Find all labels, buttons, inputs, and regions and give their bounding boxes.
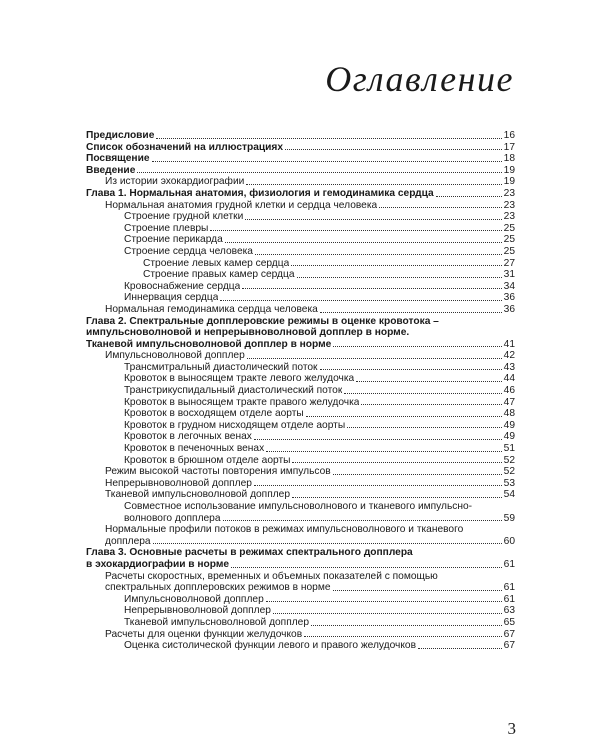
toc-entry xyxy=(86,142,515,154)
toc-entry-page: 67 xyxy=(503,628,515,640)
toc-entry-title: Импульсноволновой допплер xyxy=(124,593,264,605)
toc-entry-page: 61 xyxy=(503,582,515,594)
toc-entry-page: 48 xyxy=(503,408,515,420)
toc-entry xyxy=(86,176,515,188)
toc-entry-page: 19 xyxy=(503,164,515,176)
dot-leader xyxy=(273,613,502,614)
toc-entry xyxy=(86,362,515,374)
toc-entry-title: волнового допплера xyxy=(124,512,221,524)
toc-line xyxy=(86,188,515,200)
dot-leader xyxy=(231,567,502,568)
toc-entry-title: Нормальная анатомия грудной клетки и сердца человека xyxy=(105,199,378,211)
toc-entry-title: Предисловие xyxy=(86,130,155,141)
toc-line xyxy=(86,524,515,536)
toc-entry-title: Кровоток в брюшном отделе аорты xyxy=(124,454,291,466)
toc-entry-title: Глава 1. Нормальная анатомия, физиология и гемодинамика сердца xyxy=(86,187,434,199)
toc-entry xyxy=(86,524,515,547)
toc-entry-page: 16 xyxy=(503,130,515,141)
dot-leader xyxy=(285,149,502,150)
toc-entry xyxy=(86,373,515,385)
toc-line xyxy=(86,640,515,652)
toc-line xyxy=(86,362,515,374)
toc-entry xyxy=(86,130,515,142)
dot-leader xyxy=(333,474,502,475)
dot-leader xyxy=(304,636,502,637)
toc-line xyxy=(86,339,515,351)
toc-entry-page: 54 xyxy=(503,489,515,501)
toc-entry-page: 46 xyxy=(503,385,515,397)
dot-leader xyxy=(137,172,501,173)
toc-entry-title: Расчеты для оценки функции желудочков xyxy=(105,628,303,640)
dot-leader xyxy=(436,196,502,197)
toc-entry-title: Совместное использование импульсноволнового и тканевого импульсно- xyxy=(124,501,473,512)
toc-entry xyxy=(86,350,515,362)
toc-entry-page: 34 xyxy=(503,280,515,292)
toc-entry-title: Кровоснабжение сердца xyxy=(124,280,241,292)
dot-leader xyxy=(242,288,501,289)
toc-entry xyxy=(86,443,515,455)
toc-entry-page: 47 xyxy=(503,396,515,408)
toc-entry-page: 59 xyxy=(503,512,515,524)
toc-line xyxy=(86,582,515,594)
toc-entry xyxy=(86,431,515,443)
dot-leader xyxy=(247,358,502,359)
toc-entry xyxy=(86,188,515,200)
toc-entry-page: 31 xyxy=(503,269,515,281)
toc-entry-page: 36 xyxy=(503,292,515,304)
toc-line xyxy=(86,605,515,617)
toc-entry-title: Импульсноволновой допплер xyxy=(105,350,245,362)
toc-entry-title: Режим высокой частоты повторения импульсов xyxy=(105,466,331,478)
toc-entry-page: 41 xyxy=(503,338,515,350)
toc-line xyxy=(86,408,515,420)
dot-leader xyxy=(344,393,501,394)
toc-line xyxy=(86,176,515,188)
toc-entry-page: 61 xyxy=(503,558,515,570)
toc-entry xyxy=(86,501,515,524)
toc-line xyxy=(86,501,515,513)
toc-line xyxy=(86,246,515,258)
toc-entry xyxy=(86,408,515,420)
toc-entry-title: Оценка систолической функции левого и правого желудочков xyxy=(124,640,417,652)
toc-entry-title: Кровоток в восходящем отделе аорты xyxy=(124,408,304,420)
toc-line xyxy=(86,513,515,525)
toc-entry xyxy=(86,605,515,617)
toc-entry xyxy=(86,397,515,409)
toc-entry-page: 23 xyxy=(503,199,515,211)
dot-leader xyxy=(266,451,501,452)
toc-entry xyxy=(86,211,515,223)
toc-entry xyxy=(86,316,515,351)
table-of-contents xyxy=(86,130,515,652)
toc-entry-title: Посвящение xyxy=(86,153,150,165)
toc-line xyxy=(86,373,515,385)
toc-entry xyxy=(86,571,515,594)
toc-entry-page: 23 xyxy=(503,187,515,199)
toc-line xyxy=(86,304,515,316)
dot-leader xyxy=(333,346,501,347)
toc-line xyxy=(86,234,515,246)
toc-line xyxy=(86,571,515,583)
page-number: 3 xyxy=(507,719,516,738)
toc-entry xyxy=(86,269,515,281)
toc-entry xyxy=(86,234,515,246)
toc-entry-page: 18 xyxy=(503,153,515,165)
dot-leader xyxy=(246,184,501,185)
toc-entry xyxy=(86,153,515,165)
toc-entry-page: 43 xyxy=(503,361,515,373)
dot-leader xyxy=(225,242,502,243)
toc-entry xyxy=(86,594,515,606)
toc-entry-title: спектральных допплеровских режимов в норме xyxy=(105,582,331,594)
toc-entry xyxy=(86,258,515,270)
toc-entry xyxy=(86,385,515,397)
toc-entry-page: 17 xyxy=(503,141,515,153)
toc-entry-page: 60 xyxy=(503,535,515,547)
toc-line xyxy=(86,559,515,571)
toc-entry-page: 65 xyxy=(503,616,515,628)
dot-leader xyxy=(361,404,501,405)
toc-entry xyxy=(86,304,515,316)
toc-entry xyxy=(86,223,515,235)
toc-entry-title: Список обозначений на иллюстрациях xyxy=(86,141,284,153)
toc-line xyxy=(86,327,515,339)
dot-leader xyxy=(292,497,502,498)
toc-line xyxy=(86,281,515,293)
dot-leader xyxy=(266,601,502,602)
dot-leader xyxy=(297,277,502,278)
toc-entry-title: Кровоток в грудном нисходящем отделе аорты xyxy=(124,419,346,431)
dot-leader xyxy=(156,138,501,139)
toc-entry xyxy=(86,629,515,641)
toc-entry-title: Кровоток в выносящем тракте правого желудочка xyxy=(124,396,360,408)
dot-leader xyxy=(306,416,502,417)
toc-entry-title: Тканевой импульсноволновой допплер в норме xyxy=(86,338,332,350)
dot-leader xyxy=(245,219,501,220)
page-title: Оглавление xyxy=(325,59,514,99)
toc-line xyxy=(86,316,515,328)
dot-leader xyxy=(254,485,502,486)
toc-line xyxy=(86,269,515,281)
toc-entry-title: импульсноволновой и непрерывноволновой допплер в норме. xyxy=(86,327,410,339)
toc-entry-page: 51 xyxy=(503,443,515,455)
toc-entry-title: Нормальные профили потоков в режимах импульсноволнового и тканевого xyxy=(105,524,464,536)
toc-entry-title: Непрерывноволновой допплер xyxy=(124,605,271,617)
toc-line xyxy=(86,420,515,432)
toc-entry-title: Непрерывноволновой допплер xyxy=(105,477,252,489)
toc-line xyxy=(86,547,515,559)
toc-line xyxy=(86,478,515,490)
toc-entry-title: Тканевой импульсноволновой допплер xyxy=(124,616,309,628)
toc-entry-page: 67 xyxy=(503,640,515,652)
toc-entry-title: Строение перикарда xyxy=(124,234,223,246)
toc-line xyxy=(86,130,515,142)
dot-leader xyxy=(292,462,501,463)
toc-entry xyxy=(86,200,515,212)
toc-entry-title: Кровоток в выносящем тракте левого желудочка xyxy=(124,373,355,385)
toc-entry xyxy=(86,246,515,258)
toc-entry-page: 19 xyxy=(503,176,515,188)
toc-line xyxy=(86,223,515,235)
toc-line xyxy=(86,397,515,409)
toc-line xyxy=(86,292,515,304)
toc-entry-title: Тканевой импульсноволновой допплер xyxy=(105,489,290,501)
toc-entry-title: в эхокардиографии в норме xyxy=(86,558,230,570)
toc-line xyxy=(86,443,515,455)
toc-line xyxy=(86,350,515,362)
dot-leader xyxy=(220,300,501,301)
toc-entry-page: 49 xyxy=(503,431,515,443)
toc-entry-title: Из истории эхокардиографии xyxy=(105,176,245,188)
toc-entry-title: Расчеты скоростных, временных и объемных показателей с помощью xyxy=(105,570,438,582)
toc-entry-page: 61 xyxy=(503,593,515,605)
toc-line xyxy=(86,629,515,641)
toc-line xyxy=(86,617,515,629)
toc-entry xyxy=(86,617,515,629)
dot-leader xyxy=(254,439,502,440)
toc-entry-page: 53 xyxy=(503,477,515,489)
toc-line xyxy=(86,536,515,548)
toc-entry-title: Строение сердца человека xyxy=(124,245,253,257)
toc-entry-page: 36 xyxy=(503,303,515,315)
toc-line xyxy=(86,431,515,443)
toc-line xyxy=(86,211,515,223)
toc-entry-page: 44 xyxy=(503,373,515,385)
toc-line xyxy=(86,165,515,177)
toc-entry-page: 52 xyxy=(503,454,515,466)
toc-entry-page: 42 xyxy=(503,350,515,362)
toc-entry xyxy=(86,547,515,570)
toc-entry xyxy=(86,455,515,467)
dot-leader xyxy=(333,590,502,591)
toc-entry xyxy=(86,640,515,652)
toc-line xyxy=(86,142,515,154)
toc-line xyxy=(86,385,515,397)
toc-entry-title: Строение правых камер сердца xyxy=(143,269,295,281)
dot-leader xyxy=(320,312,502,313)
toc-entry xyxy=(86,165,515,177)
dot-leader xyxy=(379,207,501,208)
toc-entry-page: 25 xyxy=(503,245,515,257)
toc-entry-title: Трансмитральный диастолический поток xyxy=(124,361,318,373)
toc-entry-title: Строение грудной клетки xyxy=(124,211,244,223)
toc-entry xyxy=(86,466,515,478)
dot-leader xyxy=(223,520,502,521)
toc-entry-title: Иннервация сердца xyxy=(124,292,219,304)
dot-leader xyxy=(210,230,501,231)
toc-entry xyxy=(86,489,515,501)
toc-entry-page: 23 xyxy=(503,211,515,223)
toc-entry-page: 25 xyxy=(503,222,515,234)
dot-leader xyxy=(320,369,502,370)
dot-leader xyxy=(291,265,501,266)
toc-entry-page: 52 xyxy=(503,466,515,478)
toc-entry xyxy=(86,478,515,490)
toc-entry-page: 27 xyxy=(503,257,515,269)
dot-leader xyxy=(347,427,502,428)
toc-line xyxy=(86,455,515,467)
dot-leader xyxy=(418,648,502,649)
toc-entry-title: Глава 2. Спектральные допплеровские режимы в оценке кровотока – xyxy=(86,315,439,327)
toc-entry-title: Строение левых камер сердца xyxy=(143,257,290,269)
toc-entry-title: Кровоток в легочных венах xyxy=(124,431,252,443)
toc-entry-title: Глава 3. Основные расчеты в режимах спектрального допплера xyxy=(86,547,413,559)
toc-line xyxy=(86,489,515,501)
toc-entry xyxy=(86,281,515,293)
dot-leader xyxy=(311,625,502,626)
toc-line xyxy=(86,594,515,606)
toc-line xyxy=(86,200,515,212)
toc-entry xyxy=(86,292,515,304)
dot-leader xyxy=(152,161,502,162)
toc-entry-title: Кровоток в печеночных венах xyxy=(124,443,265,455)
dot-leader xyxy=(356,381,501,382)
dot-leader xyxy=(153,543,502,544)
toc-line xyxy=(86,258,515,270)
toc-entry-page: 63 xyxy=(503,605,515,617)
toc-entry xyxy=(86,420,515,432)
toc-line xyxy=(86,153,515,165)
toc-entry-title: Нормальная гемодинамика сердца человека xyxy=(105,303,318,315)
toc-entry-page: 49 xyxy=(503,419,515,431)
toc-entry-page: 25 xyxy=(503,234,515,246)
toc-line xyxy=(86,466,515,478)
toc-entry-title: допплера xyxy=(105,535,151,547)
toc-entry-title: Введение xyxy=(86,164,136,176)
toc-entry-title: Строение плевры xyxy=(124,222,209,234)
dot-leader xyxy=(255,254,502,255)
toc-entry-title: Транстрикуспидальный диастолический поток xyxy=(124,385,343,397)
